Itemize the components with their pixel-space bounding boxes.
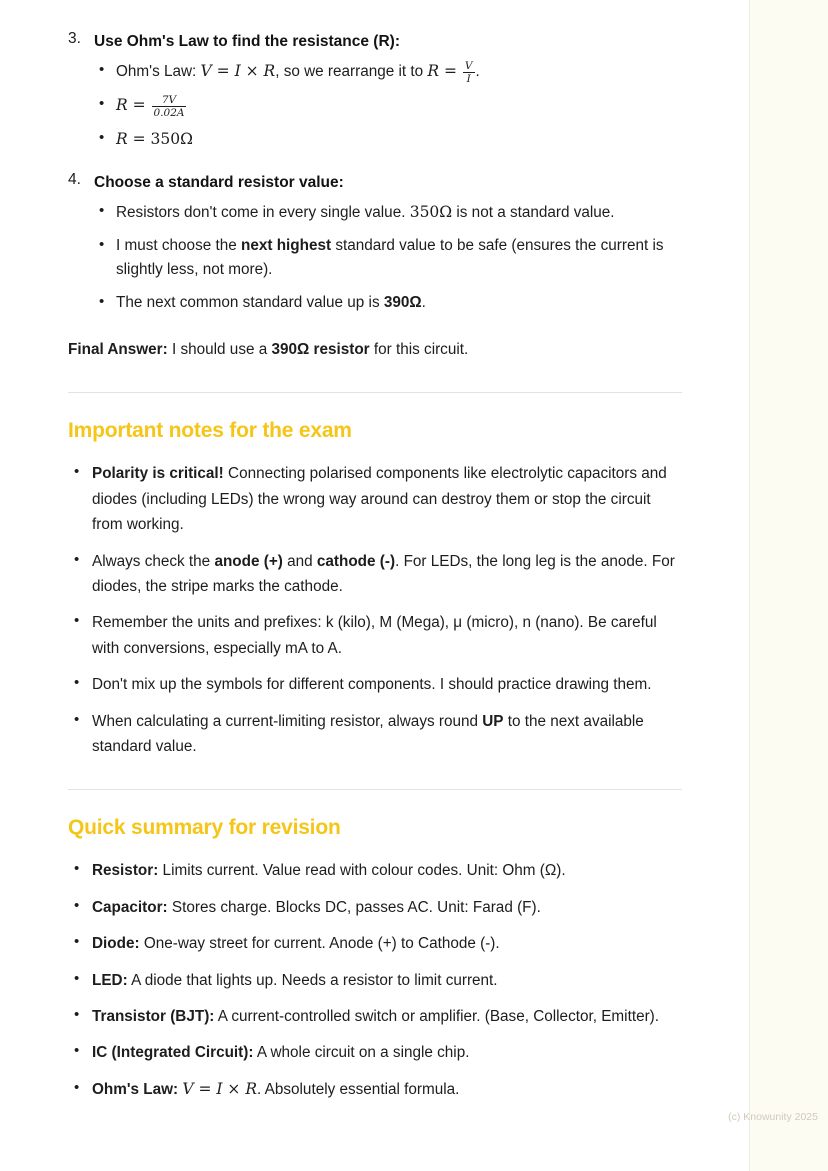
summary-term: Resistor: (92, 862, 159, 880)
inline-math-resistance-fraction: R = $\frac{7V}{0.02A}$ (116, 93, 185, 119)
step-title: Choose a standard resistor value: (94, 173, 344, 191)
note-text: Remember the units and prefixes: k (kilo), M (Mega), μ (micro), n (nano). Be careful with conversions, especially mA to A. (92, 614, 657, 657)
final-answer (68, 338, 682, 362)
bullet-item (116, 127, 682, 153)
list-item (92, 461, 682, 537)
note-emphasis: cathode (-) (316, 552, 396, 570)
bullet-emphasis: 390Ω (383, 294, 422, 312)
bullet-text: standard value to be safe (ensures the current is slightly less, not more). (116, 236, 664, 279)
final-answer-label: Final Answer: (68, 340, 168, 358)
bullet-text: I must choose the (116, 236, 241, 254)
summary-text-math: V = I × R. Absolutely essential formula. (182, 1079, 460, 1098)
fraction-7v-over-002a: $\frac{7V}{0.02A}$ (153, 93, 185, 119)
inline-math-rearranged: R = $\frac{V}{I}$ (427, 59, 473, 86)
note-text: and (282, 552, 317, 570)
note-text: Don't mix up the symbols for different components. I should practice drawing them. (92, 676, 652, 694)
step-number: 3. (68, 30, 81, 47)
page-margin-strip (749, 0, 828, 1171)
summary-term: Capacitor: (92, 898, 168, 916)
summary-term: IC (Integrated Circuit): (92, 1044, 254, 1062)
list-item (92, 709, 682, 760)
summary-term: Transistor (BJT): (92, 1007, 215, 1025)
list-item (92, 1040, 682, 1065)
bullet-text: is not a standard value. (452, 203, 615, 221)
section-divider (68, 789, 682, 790)
list-item (92, 1077, 682, 1103)
final-answer-text-before: I should use a (167, 340, 272, 358)
bullet-item (116, 93, 682, 119)
bullet-item (116, 200, 682, 226)
step-bullets (94, 200, 682, 316)
list-item (92, 1004, 682, 1029)
section-divider (68, 392, 682, 393)
summary-text: Stores charge. Blocks DC, passes AC. Unit: Farad (F). (167, 898, 541, 916)
steps-list (68, 30, 682, 316)
step-number: 4. (68, 170, 81, 188)
note-lead: Polarity is critical! (92, 465, 224, 483)
note-text: . For LEDs, the long leg is the anode. For diodes, the stripe marks the cathode. (92, 552, 675, 596)
fraction-v-over-i: $\frac{V}{I}$ (464, 59, 473, 86)
bullet-text: . (421, 294, 426, 312)
summary-text: Limits current. Value read with colour codes. Unit: Ohm (Ω). (158, 862, 566, 880)
note-text: to the next available standard value. (92, 712, 644, 755)
exam-notes-list (68, 461, 682, 759)
section-heading-exam-notes: Important notes for the exam (68, 419, 352, 443)
note-text: Connecting polarised components like electrolytic capacitors and diodes (including LEDs) the wrong way around can destroy them or stop the circuit from working. (92, 465, 667, 534)
bullet-text-prefix: Ohm's Law: (116, 63, 201, 81)
list-item (92, 610, 682, 661)
summary-term: Diode: (92, 935, 140, 953)
bullet-text-middle: , so we rearrange it to (275, 63, 428, 81)
summary-term: LED: (92, 971, 128, 989)
list-item (92, 968, 682, 993)
note-emphasis: UP (482, 712, 504, 730)
inline-math-resistance-value: = 350Ω (127, 129, 193, 148)
step-item (68, 30, 682, 153)
bullet-emphasis: next highest (241, 236, 332, 254)
bullet-math-value: 350Ω (409, 202, 453, 221)
step-item (68, 170, 682, 316)
section-heading-quick-summary: Quick summary for revision (68, 816, 341, 840)
bullet-text-suffix: . (475, 63, 480, 81)
note-text: When calculating a current-limiting resistor, always round (92, 712, 483, 730)
summary-text: A whole circuit on a single chip. (253, 1044, 470, 1062)
quick-summary-list (68, 858, 682, 1102)
list-item (92, 931, 682, 956)
final-answer-highlight: 390Ω resistor (271, 340, 370, 358)
bullet-text: Resistors don't come in every single value. (116, 203, 410, 221)
bullet-text: The next common standard value up is (116, 294, 384, 312)
step-bullets (94, 59, 682, 152)
summary-text: A diode that lights up. Needs a resistor to limit current. (127, 971, 498, 989)
note-text: Always check the (92, 552, 215, 570)
bullet-item (116, 291, 682, 316)
summary-text: One-way street for current. Anode (+) to Cathode (-). (139, 935, 500, 953)
bullet-item (116, 234, 682, 284)
summary-text: A current-controlled switch or amplifier. (Base, Collector, Emitter). (214, 1007, 660, 1025)
list-item (92, 549, 682, 600)
inline-math-resistance-result: R (116, 129, 128, 148)
final-answer-text-after: for this circuit. (369, 340, 469, 358)
list-item (92, 672, 682, 697)
list-item (92, 858, 682, 883)
list-item (92, 895, 682, 920)
note-emphasis: anode (+) (214, 552, 283, 570)
bullet-item (116, 59, 682, 85)
step-title: Use Ohm's Law to find the resistance (R): (94, 33, 400, 50)
summary-term: Ohm's Law: (92, 1080, 179, 1098)
inline-math-ohms-law: V = I × R (200, 62, 276, 81)
watermark: (c) Knowunity 2025 (728, 1111, 818, 1123)
